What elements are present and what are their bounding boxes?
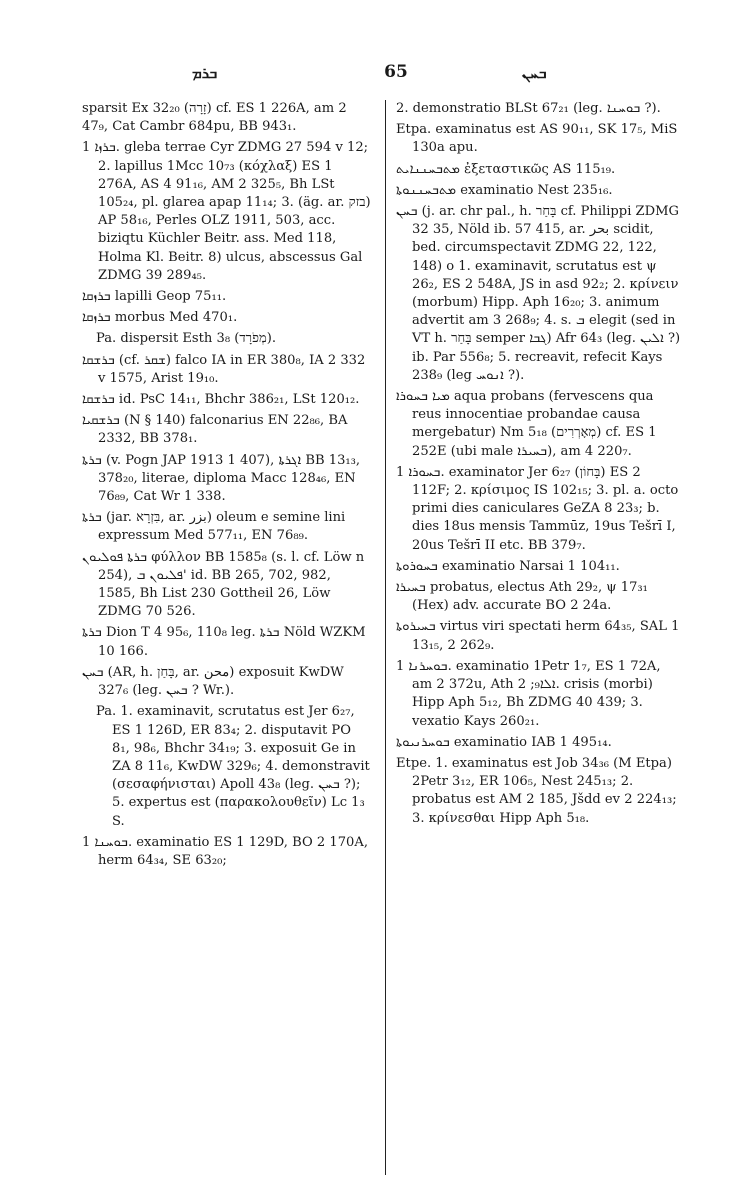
- dictionary-subentry: Etpe. 1. examinatus est Job 34₃₆ (M Etpa) 2Petr 3₁₂, ER 106₅, Nest 245₁₃; 2. probatus est AM 2 185, Jšdd ev 2 224₁₃; 3. κρίνεσθαι Hipp Aph 5₁₈.: [396, 755, 677, 826]
- dictionary-entry: ܒܚܘܪܘܬܐ examinatio Narsai 1 104₁₁.: [396, 558, 620, 574]
- dictionary-entry: ܒܪܬܐ (jar. בִּזְרָא, ar. بزر) oleum e semine lini expressum Med 577₁₁, EN 76₈₉.: [82, 510, 346, 544]
- dictionary-entry: ܒܪܙܩܐ lapilli Geop 75₁₁.: [82, 289, 227, 305]
- dictionary-entry: ܒܪܫܩܝܐ (N § 140) falconarius EN 22₈₆, BA 2332, BB 378₁.: [82, 413, 348, 447]
- dictionary-entry: ܒܪܬܐ (v. Pogn JAP 1913 1 407), ܐܓܪܬܐ BB 13₁₃, 378₂₀, literae, diploma Macc 128₄₆, EN 76₈₉, Cat Wr 1 338.: [82, 452, 361, 505]
- dictionary-entry: ܒܚܝܪܘܬܐ virtus viri spectati herm 64₃₅, SAL 1 13₁₅, 2 262₉.: [396, 619, 680, 653]
- column-divider: [385, 100, 386, 1175]
- dictionary-entry: ܒܘܚܪܢܝܘܬܐ examinatio IAB 1 495₁₄.: [396, 734, 612, 750]
- two-column-body: [82, 100, 710, 873]
- left-column: [82, 100, 382, 873]
- running-head-left: ܒܪܡ: [192, 64, 218, 82]
- dictionary-entry: ܒܘܚܪܢܐ 1. examinatio 1Petr 1₇, ES 1 72A, am 2 372u, Ath ܐܠܐ₉; 2. crisis (morbi) Hipp Aph 5₁₂, Bh ZDMG 40 439; 3. vexatio Kays 260₂₁.: [396, 658, 661, 729]
- page-header: [82, 62, 710, 84]
- dictionary-entry: ܒܪܙܩܐ morbus Med 470₁.: [82, 310, 238, 326]
- dictionary-entry: ܒܪܙܐ 1. gleba terrae Cyr ZDMG 27 594 v 12; 2. lapillus 1Mcc 10₇₃ (κόχλαξ) ES 1 276A, AS 4 91₁₆, AM 2 325₅, Bh LSt 105₂₄, pl. glarea apap 11₁₄; 3. (äg. ar. בזק) AP 58₁₆, Perles OLZ 1911, 503, acc. biziqtu Küchler Beitr. ass. Med 118, Holma Kl. Beitr. 8) ulcus, abscessus Gal ZDMG 39 289₄₅.: [82, 140, 371, 283]
- dictionary-entry: ܒܘܚܢܐ 1. examinatio ES 1 129D, BO 2 170A, herm 64₃₄, SE 63₂₀;: [82, 834, 368, 868]
- dictionary-entry: ܒܪܬܐ Dion T 4 95₆, 110₈ leg. ܒܪܬܐ Nöld WZKM 10 166.: [82, 625, 366, 659]
- page-number: 65: [384, 62, 408, 82]
- running-head-right: ܒܚܢ: [522, 64, 547, 82]
- entry-continuation: sparsit Ex 32₂₀ (זָרָה) cf. ES 1 226A, am 2 47₉, Cat Cambr 684pu, BB 943₁.: [82, 101, 347, 135]
- dictionary-entry: ܡܝܐ ܒܚܘܪܐ aqua probans (fervescens qua reus innocentiae probandae causa mergebatur) Nm 5₁₈ (מְאָרְרִים) cf. ES 1 252E (ubi male ܒܚܝܪܐ), am 4 220₇.: [396, 389, 657, 459]
- right-column: [382, 100, 682, 873]
- entry-continuation: 2. demonstratio BLSt 67₂₁ (leg. ܒܘܚܢܐ ?).: [396, 101, 661, 116]
- dictionary-subentry: Pa. 1. examinavit, scrutatus est Jer 6₂₇, ES 1 126D, ER 83₄; 2. disputavit PO 8₁, 98₆, Bhchr 34₁₉; 3. exposuit Ge in ZA 8 11₆, KwDW 329₆; 4. demonstravit (σεσαφήνισται) Apoll 43₈ (leg. ܒܚܢ ?); 5. expertus est (παρακολουθεῖν) Lc 1₃ S.: [96, 704, 370, 829]
- dictionary-entry: ܒܪܫܩܐ id. PsC 14₁₁, Bhchr 386₂₁, LSt 120₁₂.: [82, 392, 360, 408]
- dictionary-entry: ܒܪܫܩܐ (cf. ܫܩܪ) falco IA in ER 380₈, IA 2 332 v 1575, Arist 19₁₀.: [82, 352, 366, 386]
- dictionary-entry: ܡܬܒܚܢܢܐܝܬ ἐξεταστικῶς AS 115₁₉.: [396, 161, 616, 177]
- dictionary-entry: ܒܚܢ (AR, h. בָּחַן, ar. محن) exposuit KwDW 327₆ (leg. ܒܚܢ ? Wr.).: [82, 664, 344, 699]
- dictionary-entry: ܒܪܬܐ ܦܘܠܝܘܢ φύλλον BB 1585₈ (s. l. cf. Löw n 254), ܦܠܝܘܢ ܒ' id. BB 265, 702, 982, 1585, Bh List 230 Gottheil 26, Löw ZDMG 70 526.: [82, 549, 365, 620]
- dictionary-entry: ܒܚܢ (j. ar. chr pal., h. בָּחַר cf. Philippi ZDMG 32 35, Nöld ib. 57 415, ar. بحر scidit, bed. circumspectavit ZDMG 22, 122, 148) o 1. examinavit, scrutatus est ψ 26₂, ES 2 548A, JS in asd 92₂; 2. κρίνειν (morbum) Hipp. Aph 16₂₀; 3. animum advertit am 3 268₉; 4. s. ܒ elegit (sed in VT h. בָּחַר semper ܓܒܐ) Afr 64₃ (leg. ܐܠܝܢ ?) ib. Par 556₈; 5. recreavit, refecit Kays 238₉ (leg ܐܢܘܚ ?).: [396, 204, 681, 383]
- dictionary-subentry: Pa. dispersit Esth 3₈ (מְפֹרָד).: [96, 331, 276, 347]
- dictionary-entry: ܡܬܒܚܢܢܘܬܐ examinatio Nest 235₁₆.: [396, 182, 613, 198]
- dictionary-entry: ܒܚܝܪܐ probatus, electus Ath 29₂, ψ 17₃₁ (Hex) adv. accurate BO 2 24a.: [396, 580, 648, 614]
- dictionary-entry: ܒܚܘܪܐ 1. examinator Jer 6₂₇ (בָּחוֹן) ES 2 112F; 2. κρίσιμος IS 102₁₅; 3. pl. a. octo primi dies caniculares GeZA 8 23₃; b. dies 18us mensis Tammūz, 19us Tešrī I, 20us Tešrī II etc. BB 379₇.: [396, 464, 679, 553]
- dictionary-subentry: Etpa. examinatus est AS 90₁₁, SK 17₅, MiS 130a apu.: [396, 122, 678, 156]
